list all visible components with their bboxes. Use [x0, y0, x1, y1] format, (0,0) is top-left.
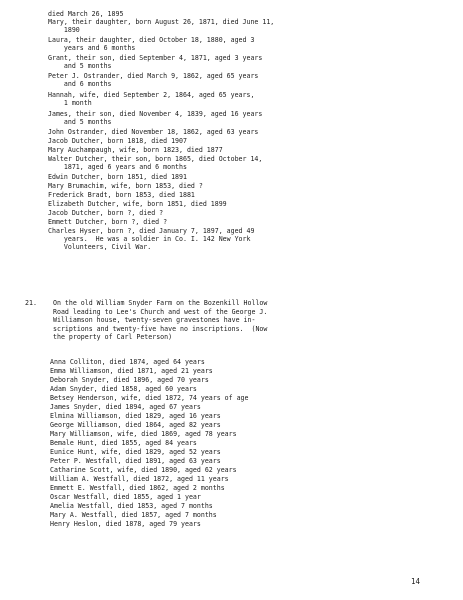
list-item — [48, 155, 262, 171]
list-item — [48, 10, 123, 18]
list-item: Oscar Westfall, died 1855, aged 1 year — [50, 493, 201, 501]
list-item: Henry Heslon, died 1878, aged 79 years — [50, 520, 201, 528]
list-item — [48, 182, 203, 190]
list-item: William A. Westfall, died 1872, aged 11 years — [50, 475, 229, 483]
entry-line: Mary Brumachim, wife, born 1853, died ? — [48, 182, 203, 190]
list-item: Emmett E. Westfall, died 1862, aged 2 months — [50, 484, 225, 492]
section-line: Williamson house, twenty-seven gravestones have in- — [53, 316, 256, 324]
list-item — [48, 128, 258, 136]
list-item — [48, 72, 258, 88]
entry-line: Edwin Dutcher, born 1851, died 1891 — [48, 173, 187, 181]
list-item: Anna Colliton, died 1874, aged 64 years — [50, 358, 205, 366]
list-item: Deborah Snyder, died 1896, aged 70 years — [50, 376, 209, 384]
entry-line: Walter Dutcher, their son, born 1865, died October 14, — [48, 155, 263, 163]
list-item — [48, 137, 187, 145]
entry-line: died March 26, 1895 — [48, 10, 124, 18]
list-item: Mary Williamson, wife, died 1869, aged 78 years — [50, 430, 237, 438]
list-item: Betsey Henderson, wife, died 1872, 74 years of age — [50, 394, 249, 402]
section-line: Road leading to Lee's Church and west of the George J. — [53, 307, 268, 316]
section-description — [53, 299, 267, 342]
list-item: Adam Snyder, died 1858, aged 60 years — [50, 385, 197, 393]
entry-line: Hannah, wife, died September 2, 1864, aged 65 years, — [48, 91, 255, 99]
list-item — [48, 36, 254, 52]
section-line: scriptions and twenty-five have no inscriptions. (Now — [53, 324, 268, 333]
list-item: Elmina Williamson, died 1829, aged 16 years — [50, 412, 221, 420]
list-item: Mary A. Westfall, died 1857, aged 7 months — [50, 511, 217, 519]
list-item: George Williamson, died 1864, aged 82 years — [50, 421, 221, 429]
list-item — [48, 191, 195, 199]
entry-line: Mary, their daughter, born August 26, 1871, died June 11, — [48, 18, 275, 26]
entry-line: Mary Auchampaugh, wife, born 1823, died 1877 — [48, 146, 223, 154]
entry-line: John Ostrander, died November 18, 1862, aged 63 years — [48, 128, 259, 136]
entry-line: 1890 — [48, 26, 80, 34]
list-item: Catharine Scott, wife, died 1890, aged 62 years — [50, 466, 237, 474]
entry-line: and 6 months — [48, 80, 112, 88]
entry-line: and 5 months — [48, 62, 112, 70]
list-item: Peter P. Westfall, died 1891, aged 63 years — [50, 457, 221, 465]
entry-line: 1871, aged 6 years and 6 months — [48, 163, 187, 171]
section-line: the property of Carl Peterson) — [53, 333, 173, 341]
section-number: 21. — [25, 299, 37, 307]
list-item — [48, 218, 167, 226]
entry-line: Emmett Dutcher, born ?, died ? — [48, 218, 168, 226]
list-item — [48, 91, 254, 107]
entry-line: Frederick Bradt, born 1853, died 1881 — [48, 191, 195, 199]
entry-line: Charles Hyser, born ?, died January 7, 1897, aged 49 — [48, 227, 255, 235]
list-item: Emma Williamson, died 1871, aged 21 years — [50, 367, 213, 375]
entry-line: Volunteers, Civil War. — [48, 243, 152, 251]
entry-line: years and 6 months — [48, 44, 136, 52]
entry-line: Jacob Dutcher, born 1818, died 1907 — [48, 137, 187, 145]
list-item — [48, 173, 187, 181]
entry-line: Grant, their son, died September 4, 1871, aged 3 years — [48, 54, 263, 62]
list-item — [48, 200, 227, 208]
list-item: Eunice Hunt, wife, died 1829, aged 52 years — [50, 448, 221, 456]
list-item — [48, 54, 262, 70]
list-item — [48, 227, 254, 251]
list-item — [48, 146, 223, 154]
entry-line: Laura, their daughter, died October 18, 1880, aged 3 — [48, 36, 255, 44]
entry-line: 1 month — [48, 99, 92, 107]
entry-line: Peter J. Ostrander, died March 9, 1862, aged 65 years — [48, 72, 259, 80]
entry-line: Jacob Dutcher, born ?, died ? — [48, 209, 164, 217]
entry-line: James, their son, died November 4, 1839, aged 16 years — [48, 110, 263, 118]
list-item — [48, 18, 274, 34]
entry-line: Elizabeth Dutcher, wife, born 1851, died 1899 — [48, 200, 227, 208]
list-item: Amelia Westfall, died 1853, aged 7 months — [50, 502, 213, 510]
entry-line: and 5 months — [48, 118, 112, 126]
section-line: On the old William Snyder Farm on the Bozenkill Hollow — [53, 299, 268, 307]
list-item — [48, 209, 163, 217]
page-number: 14 — [411, 577, 421, 586]
entry-line: years. He was a soldier in Co. I. 142 New York — [48, 235, 251, 243]
list-item — [48, 110, 262, 126]
list-item: Bemale Hunt, died 1855, aged 84 years — [50, 439, 197, 447]
list-item: James Snyder, died 1894, aged 67 years — [50, 403, 201, 411]
